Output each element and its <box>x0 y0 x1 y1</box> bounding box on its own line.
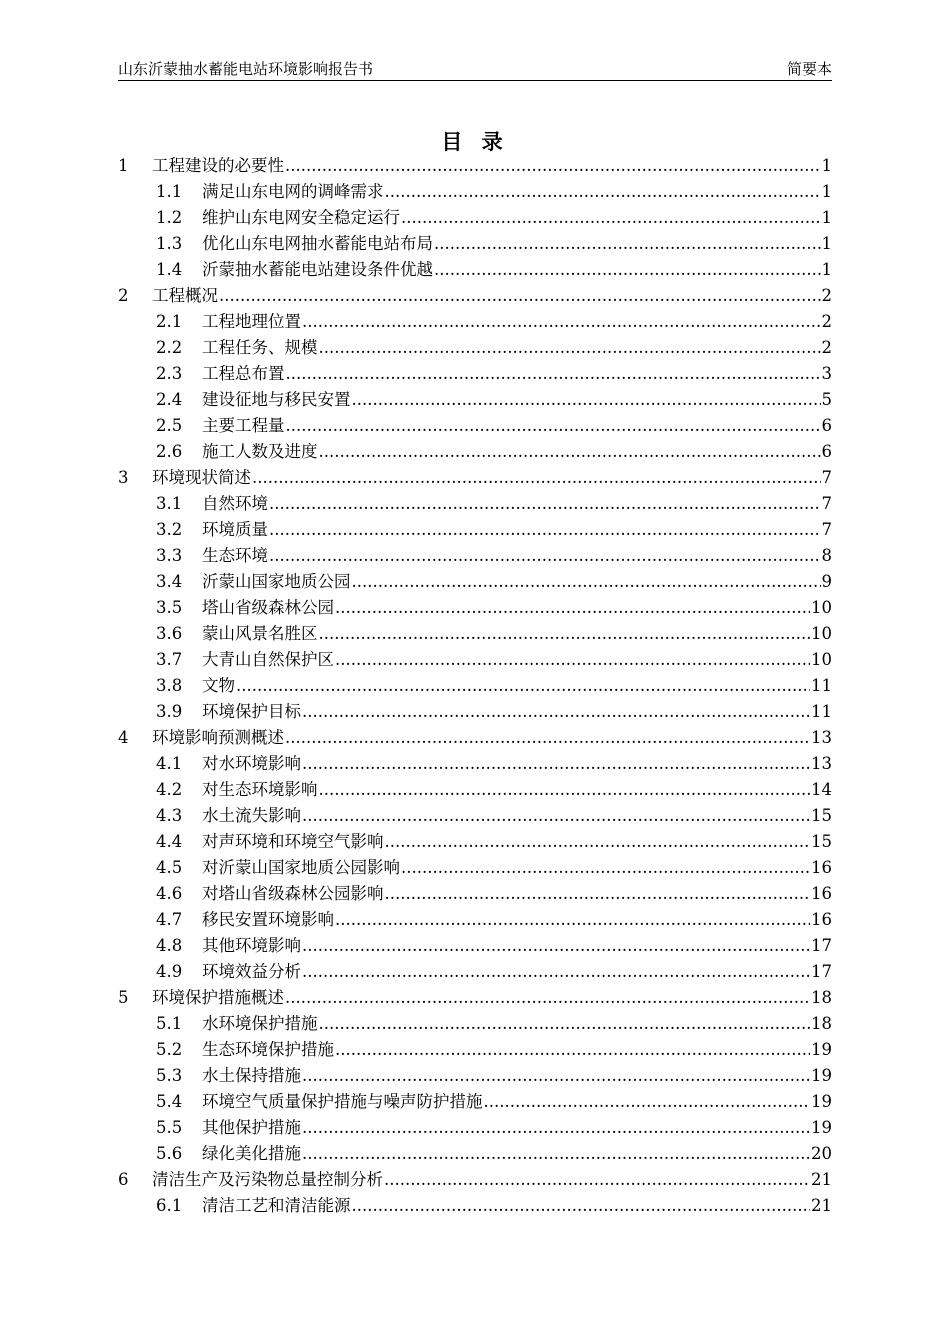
toc-entry-page-number: 7 <box>821 494 832 513</box>
toc-entry-page-number: 8 <box>821 546 832 565</box>
toc-entry-page-number: 10 <box>811 624 832 643</box>
toc-dot-leader <box>434 257 821 283</box>
toc-entry-number: 6 <box>118 1170 129 1189</box>
toc-entry-number: 5.5 <box>156 1118 183 1137</box>
toc-section-entry[interactable] <box>118 569 832 595</box>
toc-entry-number: 2.4 <box>156 390 183 409</box>
toc-entry-number: 2.6 <box>156 442 183 461</box>
toc-entry-number: 4.9 <box>156 962 183 981</box>
toc-entry-title: 对水环境影响 <box>202 754 301 773</box>
toc-entry-number: 3.7 <box>156 650 183 669</box>
toc-section-entry[interactable] <box>118 1193 832 1219</box>
toc-entry-title: 工程地理位置 <box>202 312 301 331</box>
toc-entry-title: 绿化美化措施 <box>202 1144 301 1163</box>
page-header <box>118 56 832 81</box>
toc-entry-number: 5.1 <box>156 1014 183 1033</box>
toc-entry-number: 3.1 <box>156 494 183 513</box>
toc-entry-page-number: 19 <box>811 1040 832 1059</box>
toc-entry-title: 施工人数及进度 <box>202 442 318 461</box>
toc-entry-page-number: 20 <box>811 1144 832 1163</box>
toc-entry-title: 建设征地与移民安置 <box>202 390 351 409</box>
toc-entry-number: 2.2 <box>156 338 183 357</box>
toc-section-entry[interactable] <box>118 1089 832 1115</box>
toc-entry-title: 主要工程量 <box>202 416 285 435</box>
toc-entry-number: 3 <box>118 468 129 487</box>
toc-entry-page-number: 14 <box>811 780 832 799</box>
toc-entry-page-number: 17 <box>811 962 832 981</box>
toc-dot-leader <box>269 491 821 517</box>
toc-section-entry[interactable] <box>118 1063 832 1089</box>
toc-entry-page-number: 9 <box>821 572 832 591</box>
toc-entry-number: 3.9 <box>156 702 183 721</box>
toc-entry-number: 3.8 <box>156 676 183 695</box>
toc-dot-leader <box>269 543 821 569</box>
table-of-contents <box>118 153 832 1219</box>
toc-section-entry[interactable] <box>118 933 832 959</box>
toc-dot-leader <box>302 751 810 777</box>
toc-entry-title: 环境空气质量保护措施与噪声防护措施 <box>202 1092 483 1111</box>
toc-entry-title: 满足山东电网的调峰需求 <box>202 182 384 201</box>
toc-dot-leader <box>285 985 810 1011</box>
toc-entry-page-number: 10 <box>811 650 832 669</box>
toc-entry-title: 清洁工艺和清洁能源 <box>202 1196 351 1215</box>
toc-dot-leader <box>302 803 810 829</box>
toc-section-entry[interactable] <box>118 621 832 647</box>
toc-dot-leader <box>302 1141 810 1167</box>
toc-chapter-entry[interactable] <box>118 283 832 309</box>
toc-dot-leader <box>385 829 811 855</box>
toc-entry-page-number: 18 <box>811 988 832 1007</box>
toc-entry-number: 1.2 <box>156 208 183 227</box>
toc-dot-leader <box>302 959 810 985</box>
toc-dot-leader <box>286 361 821 387</box>
toc-chapter-entry[interactable] <box>118 465 832 491</box>
toc-dot-leader <box>319 777 811 803</box>
toc-dot-leader <box>335 1037 810 1063</box>
toc-entry-title: 环境现状简述 <box>152 468 251 487</box>
toc-chapter-entry[interactable] <box>118 985 832 1011</box>
toc-entry-page-number: 2 <box>821 286 832 305</box>
toc-dot-leader <box>385 881 811 907</box>
toc-section-entry[interactable] <box>118 257 832 283</box>
toc-entry-number: 3.2 <box>156 520 183 539</box>
toc-entry-title: 环境质量 <box>202 520 268 539</box>
toc-section-entry[interactable] <box>118 413 832 439</box>
toc-dot-leader <box>335 595 810 621</box>
toc-dot-leader <box>319 621 811 647</box>
toc-entry-title: 对声环境和环境空气影响 <box>202 832 384 851</box>
toc-entry-number: 6.1 <box>156 1196 183 1215</box>
toc-entry-number: 3.3 <box>156 546 183 565</box>
toc-section-entry[interactable] <box>118 647 832 673</box>
toc-entry-number: 4.2 <box>156 780 183 799</box>
toc-entry-number: 4.5 <box>156 858 183 877</box>
toc-entry-title: 移民安置环境影响 <box>202 910 334 929</box>
toc-entry-number: 4.8 <box>156 936 183 955</box>
toc-entry-page-number: 13 <box>811 728 832 747</box>
toc-section-entry[interactable] <box>118 803 832 829</box>
toc-entry-number: 2.1 <box>156 312 183 331</box>
toc-entry-page-number: 16 <box>811 858 832 877</box>
toc-entry-number: 4.4 <box>156 832 183 851</box>
toc-entry-page-number: 13 <box>811 754 832 773</box>
toc-section-entry[interactable] <box>118 335 832 361</box>
toc-entry-title: 水土保持措施 <box>202 1066 301 1085</box>
toc-entry-number: 3.4 <box>156 572 183 591</box>
toc-entry-number: 1.3 <box>156 234 183 253</box>
toc-entry-number: 5.2 <box>156 1040 183 1059</box>
toc-entry-title: 环境保护目标 <box>202 702 301 721</box>
toc-entry-title: 工程建设的必要性 <box>152 156 284 175</box>
toc-entry-title: 自然环境 <box>202 494 268 513</box>
toc-entry-page-number: 2 <box>821 312 832 331</box>
toc-entry-page-number: 3 <box>821 364 832 383</box>
toc-section-entry[interactable] <box>118 361 832 387</box>
toc-dot-leader <box>286 413 821 439</box>
toc-entry-number: 5.3 <box>156 1066 183 1085</box>
toc-entry-title: 塔山省级森林公园 <box>202 598 334 617</box>
toc-dot-leader <box>269 517 821 543</box>
toc-entry-page-number: 5 <box>821 390 832 409</box>
toc-dot-leader <box>352 1193 811 1219</box>
toc-dot-leader <box>401 205 821 231</box>
toc-section-entry[interactable] <box>118 855 832 881</box>
toc-entry-page-number: 19 <box>811 1066 832 1085</box>
toc-section-entry[interactable] <box>118 179 832 205</box>
toc-section-entry[interactable] <box>118 439 832 465</box>
toc-dot-leader <box>401 855 810 881</box>
toc-entry-page-number: 16 <box>811 910 832 929</box>
toc-entry-title: 对沂蒙山国家地质公园影响 <box>202 858 400 877</box>
toc-section-entry[interactable] <box>118 517 832 543</box>
toc-entry-number: 2 <box>118 286 129 305</box>
toc-entry-page-number: 19 <box>811 1118 832 1137</box>
toc-dot-leader <box>335 907 810 933</box>
toc-entry-title: 水土流失影响 <box>202 806 301 825</box>
toc-entry-number: 5.6 <box>156 1144 183 1163</box>
toc-entry-title: 清洁生产及污染物总量控制分析 <box>152 1170 383 1189</box>
toc-entry-title: 沂蒙抽水蓄能电站建设条件优越 <box>202 260 433 279</box>
toc-section-entry[interactable] <box>118 309 832 335</box>
toc-entry-page-number: 11 <box>811 702 832 721</box>
toc-entry-number: 4.7 <box>156 910 183 929</box>
toc-entry-title: 环境影响预测概述 <box>152 728 284 747</box>
toc-section-entry[interactable] <box>118 595 832 621</box>
toc-entry-page-number: 2 <box>821 338 832 357</box>
toc-entry-number: 1.4 <box>156 260 183 279</box>
toc-section-entry[interactable] <box>118 387 832 413</box>
toc-dot-leader <box>434 231 821 257</box>
toc-entry-page-number: 1 <box>821 260 832 279</box>
toc-section-entry[interactable] <box>118 231 832 257</box>
toc-entry-page-number: 11 <box>811 676 832 695</box>
toc-dot-leader <box>319 1011 811 1037</box>
toc-entry-title: 生态环境 <box>202 546 268 565</box>
toc-entry-number: 2.5 <box>156 416 183 435</box>
toc-dot-leader <box>384 1167 810 1193</box>
toc-section-entry[interactable] <box>118 777 832 803</box>
toc-entry-page-number: 21 <box>811 1196 832 1215</box>
toc-entry-page-number: 10 <box>811 598 832 617</box>
toc-entry-number: 4.6 <box>156 884 183 903</box>
toc-entry-title: 工程任务、规模 <box>202 338 318 357</box>
toc-entry-title: 文物 <box>202 676 235 695</box>
toc-entry-title: 对塔山省级森林公园影响 <box>202 884 384 903</box>
toc-section-entry[interactable] <box>118 699 832 725</box>
toc-entry-number: 4.1 <box>156 754 183 773</box>
toc-dot-leader <box>319 335 821 361</box>
toc-dot-leader <box>385 179 821 205</box>
toc-entry-title: 水环境保护措施 <box>202 1014 318 1033</box>
toc-section-entry[interactable] <box>118 881 832 907</box>
toc-section-entry[interactable] <box>118 959 832 985</box>
toc-dot-leader <box>484 1089 811 1115</box>
toc-dot-leader <box>252 465 821 491</box>
toc-entry-page-number: 21 <box>811 1170 832 1189</box>
toc-entry-title: 维护山东电网安全稳定运行 <box>202 208 400 227</box>
toc-entry-page-number: 16 <box>811 884 832 903</box>
toc-dot-leader <box>352 569 821 595</box>
toc-entry-number: 3.5 <box>156 598 183 617</box>
toc-entry-number: 2.3 <box>156 364 183 383</box>
toc-title: 目 录 <box>441 129 509 154</box>
toc-chapter-entry[interactable] <box>118 1167 832 1193</box>
toc-entry-title: 生态环境保护措施 <box>202 1040 334 1059</box>
toc-chapter-entry[interactable] <box>118 725 832 751</box>
toc-entry-title: 大青山自然保护区 <box>202 650 334 669</box>
toc-section-entry[interactable] <box>118 673 832 699</box>
toc-section-entry[interactable] <box>118 1115 832 1141</box>
toc-section-entry[interactable] <box>118 205 832 231</box>
toc-dot-leader <box>352 387 821 413</box>
toc-section-entry[interactable] <box>118 751 832 777</box>
toc-section-entry[interactable] <box>118 907 832 933</box>
toc-entry-title: 环境效益分析 <box>202 962 301 981</box>
toc-entry-page-number: 19 <box>811 1092 832 1111</box>
toc-section-entry[interactable] <box>118 1037 832 1063</box>
toc-entry-title: 沂蒙山国家地质公园 <box>202 572 351 591</box>
toc-entry-title: 其他保护措施 <box>202 1118 301 1137</box>
toc-entry-title: 其他环境影响 <box>202 936 301 955</box>
toc-section-entry[interactable] <box>118 829 832 855</box>
toc-entry-number: 1.1 <box>156 182 183 201</box>
toc-entry-number: 1 <box>118 156 129 175</box>
toc-entry-number: 3.6 <box>156 624 183 643</box>
toc-entry-title: 优化山东电网抽水蓄能电站布局 <box>202 234 433 253</box>
toc-entry-page-number: 7 <box>821 468 832 487</box>
toc-entry-title: 蒙山风景名胜区 <box>202 624 318 643</box>
toc-dot-leader <box>302 309 821 335</box>
toc-dot-leader <box>219 283 821 309</box>
toc-entry-title: 对生态环境影响 <box>202 780 318 799</box>
toc-entry-page-number: 6 <box>821 442 832 461</box>
toc-dot-leader <box>319 439 821 465</box>
toc-entry-number: 4.3 <box>156 806 183 825</box>
toc-section-entry[interactable] <box>118 491 832 517</box>
toc-entry-page-number: 7 <box>821 520 832 539</box>
toc-dot-leader <box>285 153 821 179</box>
toc-entry-page-number: 1 <box>821 156 832 175</box>
toc-dot-leader <box>335 647 810 673</box>
toc-entry-page-number: 6 <box>821 416 832 435</box>
toc-dot-leader <box>236 673 810 699</box>
header-edition-label: 简要本 <box>786 60 832 78</box>
toc-dot-leader <box>302 1115 810 1141</box>
toc-dot-leader <box>302 1063 810 1089</box>
toc-section-entry[interactable] <box>118 543 832 569</box>
toc-entry-number: 5.4 <box>156 1092 183 1111</box>
toc-entry-page-number: 1 <box>821 208 832 227</box>
toc-entry-page-number: 15 <box>811 832 832 851</box>
toc-section-entry[interactable] <box>118 1011 832 1037</box>
toc-dot-leader <box>285 725 810 751</box>
toc-entry-page-number: 1 <box>821 182 832 201</box>
toc-entry-number: 5 <box>118 988 129 1007</box>
toc-entry-title: 工程概况 <box>152 286 218 305</box>
toc-entry-number: 4 <box>118 728 129 747</box>
toc-chapter-entry[interactable] <box>118 153 832 179</box>
toc-entry-title: 环境保护措施概述 <box>152 988 284 1007</box>
toc-dot-leader <box>302 699 810 725</box>
toc-entry-title: 工程总布置 <box>202 364 285 383</box>
header-document-title: 山东沂蒙抽水蓄能电站环境影响报告书 <box>118 60 374 78</box>
toc-entry-page-number: 17 <box>811 936 832 955</box>
toc-dot-leader <box>302 933 810 959</box>
toc-entry-page-number: 1 <box>821 234 832 253</box>
toc-entry-page-number: 18 <box>811 1014 832 1033</box>
toc-entry-page-number: 15 <box>811 806 832 825</box>
toc-section-entry[interactable] <box>118 1141 832 1167</box>
